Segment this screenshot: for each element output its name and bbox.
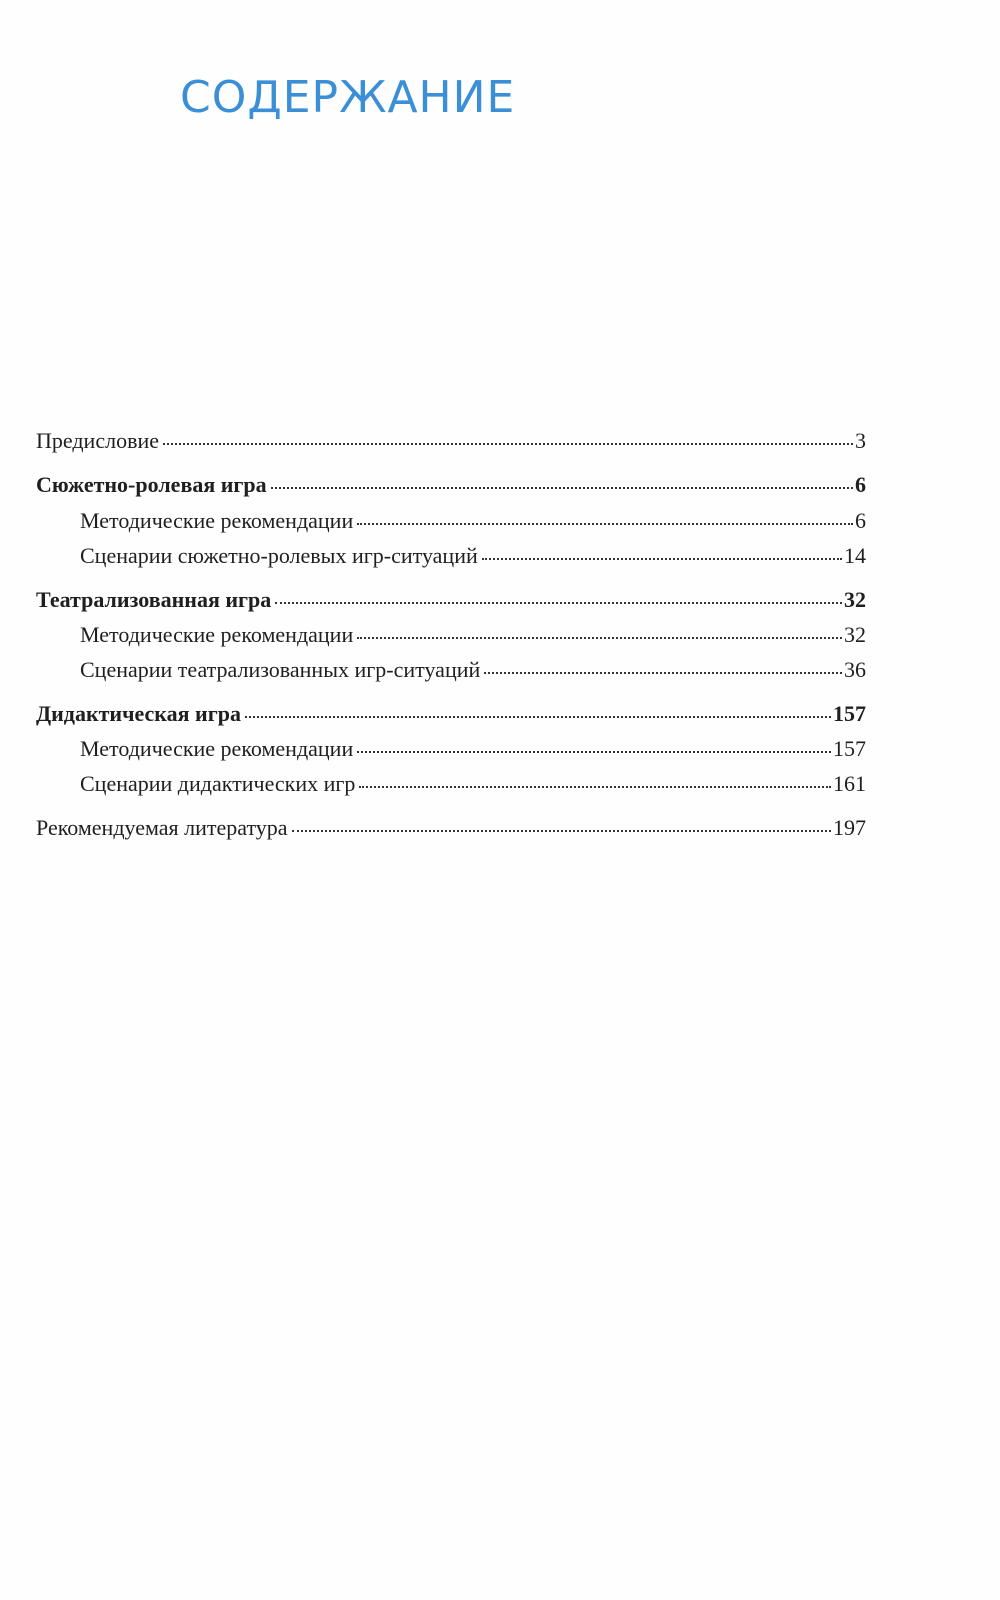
toc-entry-title: Предисловие [36, 428, 159, 453]
toc-section-role-play[interactable] [36, 474, 866, 496]
dot-leader [245, 716, 831, 718]
page-title: СОДЕРЖАНИЕ [180, 72, 516, 123]
toc-entry-title: Методические рекомендации [80, 622, 354, 647]
toc-entry-title: Сценарии театрализованных игр-ситуаций [80, 657, 481, 682]
dot-leader [163, 443, 853, 445]
dot-leader [484, 672, 842, 674]
toc-entry-didactic-methods[interactable] [80, 738, 866, 760]
toc-entry-title: Дидактическая игра [36, 701, 241, 726]
toc-entry-page: 157 [833, 736, 866, 761]
toc-entry-literature[interactable] [36, 817, 866, 839]
toc-entry-page: 161 [833, 771, 866, 796]
toc-entry-page: 6 [855, 472, 866, 497]
dot-leader [359, 786, 831, 788]
toc-entry-title: Сюжетно-ролевая игра [36, 472, 267, 497]
toc-entry-page: 6 [855, 508, 866, 533]
toc-entry-title: Рекомендуемая литература [36, 815, 288, 840]
toc-entry-page: 197 [833, 815, 866, 840]
dot-leader [275, 602, 842, 604]
dot-leader [292, 830, 831, 832]
toc-entry-page: 14 [844, 543, 866, 568]
dot-leader [482, 558, 842, 560]
toc-entry-page: 36 [844, 657, 866, 682]
dot-leader [357, 751, 831, 753]
toc-entry-title: Методические рекомендации [80, 736, 354, 761]
toc-entry-title: Сценарии сюжетно-ролевых игр-ситуаций [80, 543, 478, 568]
toc-entry-preface[interactable] [36, 430, 866, 452]
toc-entry-page: 3 [855, 428, 866, 453]
toc-entry-theatre-scenarios[interactable] [80, 659, 866, 681]
toc-entry-role-play-scenarios[interactable] [80, 545, 866, 567]
toc-entry-page: 32 [844, 587, 866, 612]
toc-entry-title: Сценарии дидактических игр [80, 771, 356, 796]
toc-section-theatre[interactable] [36, 589, 866, 611]
toc-entry-theatre-methods[interactable] [80, 624, 866, 646]
toc-entry-title: Методические рекомендации [80, 508, 354, 533]
dot-leader [357, 637, 842, 639]
toc-entry-page: 32 [844, 622, 866, 647]
toc-section-didactic[interactable] [36, 703, 866, 725]
toc-entry-title: Театрализованная игра [36, 587, 272, 612]
toc-entry-page: 157 [833, 701, 866, 726]
toc-entry-didactic-scenarios[interactable] [80, 773, 866, 795]
dot-leader [271, 487, 853, 489]
toc-entry-role-play-methods[interactable] [80, 510, 866, 532]
dot-leader [357, 523, 853, 525]
